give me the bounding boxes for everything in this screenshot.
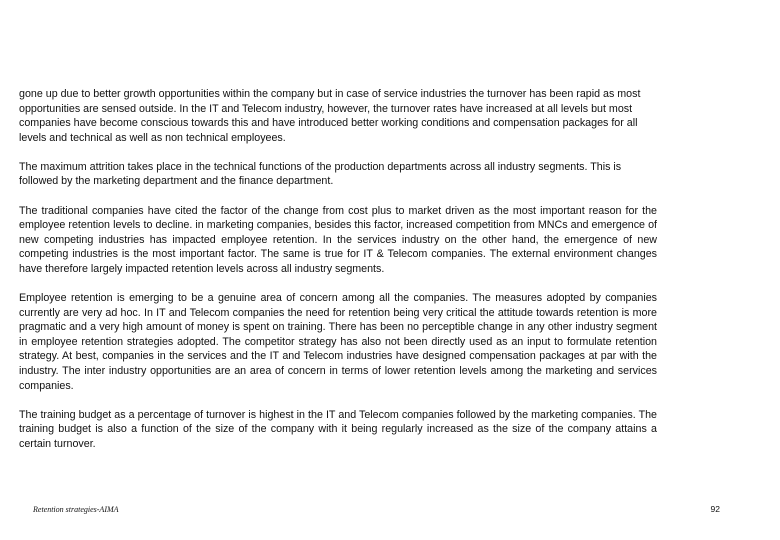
paragraph-maximum-attrition: The maximum attrition takes place in the technical functions of the production departments across all industry segments. This is followed by the marketing department and the finance department. bbox=[19, 160, 622, 188]
paragraph-employee-retention: Employee retention is emerging to be a genuine area of concern among all the companies. The measures adopted by companies currently are very ad hoc. In IT and Telecom companies the need for retention being very critical the attitude towards retention is more pragmatic and a very high amount of money is spent on training. There has been no perceptible change in any other industry segment in employee retention strategies adopted. The competitor strategy has also not been directly used as an input to formulate retention strategy. At best, companies in the services and the IT and Telecom industries have designed compensation packages at par with the industry. The inter industry opportunities are an area of concern in terms of lower retention levels among the marketing and services companies. bbox=[19, 292, 657, 392]
paragraph-traditional-companies: The traditional companies have cited the factor of the change from cost plus to market driven as the most important reason for the employee retention levels to decline. in marketing companies, besides this factor, increased competition from MNCs and emergence of new competing industries has impacted employee retention. In the services industry on the other hand, the emergence of new competing industries is the most important factor. The same is true for IT & Telecom companies. The external environment changes have therefore largely impacted retention levels across all industry segments. bbox=[19, 204, 657, 275]
paragraph-turnover-continuation: gone up due to better growth opportunities within the company but in case of service industries the turnover has been rapid as most opportunities are sensed outside. In the IT and Telecom industry, however, the turnover rates have increased at all levels but most companies have become conscious towards this and have introduced better working conditions and compensation packages for all levels and technical as well as non technical employees. bbox=[19, 88, 641, 144]
footer-document-title: Retention strategies-AIMA bbox=[33, 505, 119, 514]
document-body bbox=[19, 87, 657, 466]
paragraph-training-budget: The training budget as a percentage of turnover is highest in the IT and Telecom companies followed by the marketing companies. The training budget is also a function of the size of the company with it being regularly increased as the size of the company attains a certain turnover. bbox=[19, 408, 657, 450]
footer-page-number: 92 bbox=[710, 504, 720, 514]
